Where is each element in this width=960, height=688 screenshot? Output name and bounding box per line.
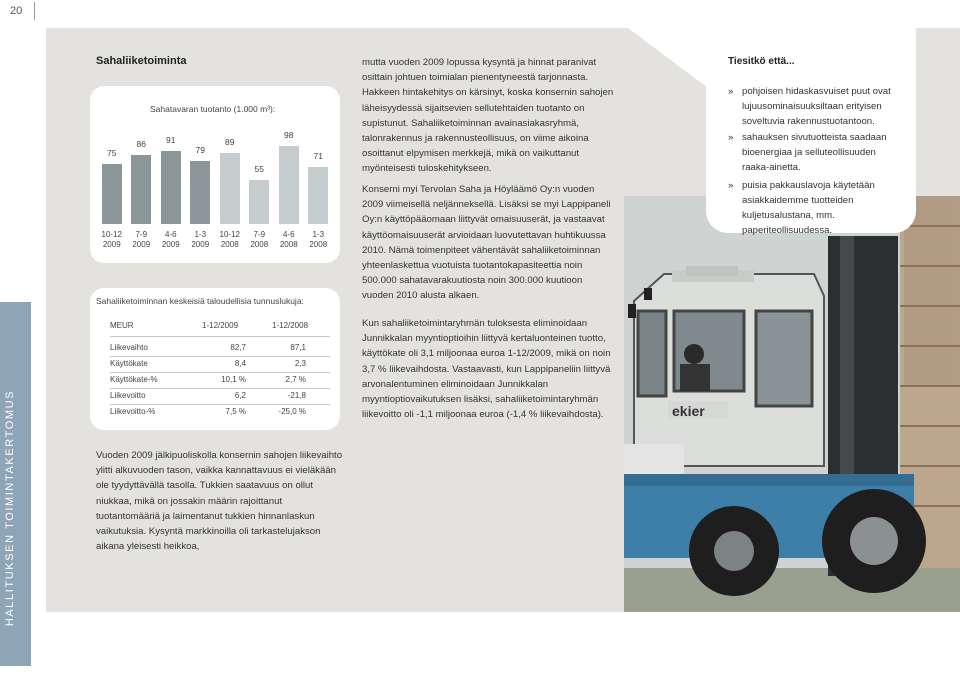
chart-x-tick-label: 1-3 2009 <box>191 230 210 249</box>
production-bar-chart <box>96 120 332 260</box>
section-title: Sahaliiketoiminta <box>96 55 187 67</box>
info-bubble-title: Tiesitkö että... <box>728 56 795 67</box>
chart-bar <box>102 164 122 224</box>
bullet-marker: » <box>728 86 734 97</box>
chart-bar-value-label: 91 <box>166 135 176 146</box>
info-bubble-item <box>728 84 900 129</box>
forklift-photo-illustration <box>624 196 960 612</box>
chart-bar-value-label: 75 <box>107 148 117 158</box>
table-header-row <box>110 318 330 334</box>
chart-x-tick-label: 10-12 2009 <box>101 230 122 249</box>
info-bubble-item-text: puisia pakkauslavoja käytetään asiakkaidemme tuotteiden kuljetusalustana, mm. paperiteollisuudessa. <box>742 180 875 236</box>
info-bubble-item <box>728 178 900 238</box>
chart-x-tick-label: 10-12 2008 <box>219 230 240 249</box>
chart-bar <box>279 146 299 224</box>
table-header-meur: MEUR <box>110 321 134 330</box>
table-cell-2009: 82,7 <box>230 343 246 352</box>
table-row <box>110 340 330 356</box>
chart-bar <box>308 167 328 224</box>
chart-x-tick-label: 7-9 2009 <box>132 230 151 249</box>
chart-bar <box>220 153 240 224</box>
table-row-label: Liikevoitto <box>110 391 146 400</box>
bullet-marker: » <box>728 132 734 143</box>
info-bubble-item <box>728 130 900 175</box>
table-cell-2008: 2,3 <box>294 359 306 368</box>
table-cell-2008: -21,8 <box>287 391 306 400</box>
chart-bar <box>161 151 181 224</box>
side-section-tab-label: HALLITUKSEN TOIMINTAKERTOMUS <box>4 389 16 627</box>
table-header-2009: 1-12/2009 <box>202 321 239 330</box>
table-cell-2008: 87,1 <box>290 343 306 352</box>
table-row-label: Käyttökate <box>110 359 148 368</box>
chart-x-tick-label: 7-9 2008 <box>250 230 269 249</box>
chart-x-tick-label: 1-3 2008 <box>309 230 328 249</box>
chart-bar-value-label: 79 <box>195 144 205 155</box>
chart-x-tick-label: 4-6 2009 <box>161 230 180 249</box>
page-number-divider <box>34 2 35 20</box>
table-cell-2009: 10,1 % <box>221 375 246 384</box>
table-header-2008: 1-12/2008 <box>272 321 309 330</box>
table-cell-2008: 2,7 % <box>285 375 306 384</box>
table-cell-2009: 8,4 <box>234 359 246 368</box>
chart-bar-value-label: 71 <box>313 151 323 162</box>
page-number: 20 <box>10 5 23 17</box>
info-bubble-item-text: pohjoisen hidaskasvuiset puut ovat lujuusominaisuuksiltaan erityisen soveltuvia rakennustuotantoon. <box>742 86 891 127</box>
info-bubble-tail <box>628 28 708 88</box>
table-cell-2008: -25,0 % <box>278 407 306 416</box>
body-paragraph-left: Vuoden 2009 jälkipuoliskolla konsernin sahojen liikevaihto ylitti alkuvuoden tason, vaikka kannattavuus ei vieläkään ole tyydyttävällä tasolla. Tukkien saatavuus on ollut niukkaa, mikä on jossakin määrin rajoittanut tuotantomääriä ja laimentanut tukkien hinnanlaskun vaikutuksia. Kysyntä markkinoilla oli tarkastelujakson aikana yleisesti heikkoa, <box>96 450 343 553</box>
table-header-separator <box>110 336 330 337</box>
chart-bar-value-label: 98 <box>284 129 294 140</box>
table-row <box>110 388 330 404</box>
info-bubble-item-text: sahauksen sivutuotteista saadaan bioenergiaa ja selluteollisuuden raaka-ainetta. <box>742 132 887 173</box>
body-paragraph-col2-2: Konserni myi Tervolan Saha ja Höyläämö Oy:n vuoden 2009 viimeisellä neljänneksellä. Lisäksi se myi Lappipaneli Oy:n käyttöpääomaan liittyvät omaisuuserät, ja vastaavat käyttöomaisuuserät arvioidaan luovutettavan huhtikuussa 2010. Nämä toimenpiteet vähentävät sahaliiketoiminnan yhteenlaskettua vuotuista tuotantokapasiteettia noin 500.000 sahatavarakuutiosta noin 300.000 kuutioon vuoden 2010 alusta alkaen. <box>362 184 611 302</box>
forklift-photo <box>624 196 960 612</box>
chart-bar-value-label: 55 <box>254 164 264 174</box>
table-row <box>110 372 330 388</box>
body-paragraph-col2-1: mutta vuoden 2009 lopussa kysyntä ja hinnat paranivat osittain johtuen toimialan pienentyneestä tarjonnasta. Hakkeen hintakehitys on kärsinyt, koska konsernin sahojen läheisyydessä sijaitsevien sellutehtaiden tuotanto on supistunut. Sahaliiketoiminnan avainasiakasryhmä, talonrakennus ja rakennusteollisuus, on viime aikoina osoittanut elpymisen merkkejä, mikä on vaikuttanut myönteisesti tuloskehitykseen. <box>362 57 614 175</box>
table-row <box>110 356 330 372</box>
bullet-marker: » <box>728 180 734 191</box>
chart-bar <box>190 161 210 224</box>
table-title: Sahaliiketoiminnan keskeisiä taloudellisia tunnuslukuja: <box>96 296 304 306</box>
chart-bar-value-label: 89 <box>225 136 235 147</box>
chart-x-tick-label: 4-6 2008 <box>279 230 298 249</box>
table-cell-2009: 7,5 % <box>225 407 246 416</box>
forklift-sign-text: ekier <box>672 403 705 419</box>
table-cell-2009: 6,2 <box>234 391 246 400</box>
body-paragraph-col2-3: Kun sahaliiketoimintaryhmän tuloksesta eliminoidaan Junnikkalan myyntioptioihin liittyvä kertaluonteinen tuotto, käyttökate oli 3,1 miljoonaa euroa 1-12/2009, mikä on noin 3,7 % liikevaihdosta. Vastaavasti, kun Lappipaneliin liittyvä arvonalentuminen eliminoidaan Junnikkalan myyntioptiovaikutuksen lisäksi, sahaliiketoimintaryhmän liikevoitto oli -1,1 miljoonaa euroa (-1,4 % liikevaihdosta). <box>362 318 611 421</box>
chart-bar-value-label: 86 <box>136 139 146 150</box>
table-row-label: Liikevaihto <box>110 343 148 352</box>
chart-title: Sahatavaran tuotanto (1.000 m³): <box>150 104 276 114</box>
chart-bar <box>249 180 269 224</box>
table-row <box>110 404 330 420</box>
table-row-label: Liikevoitto-% <box>110 407 156 416</box>
table-row-label: Käyttökate-% <box>110 375 158 384</box>
chart-bar <box>131 155 151 224</box>
